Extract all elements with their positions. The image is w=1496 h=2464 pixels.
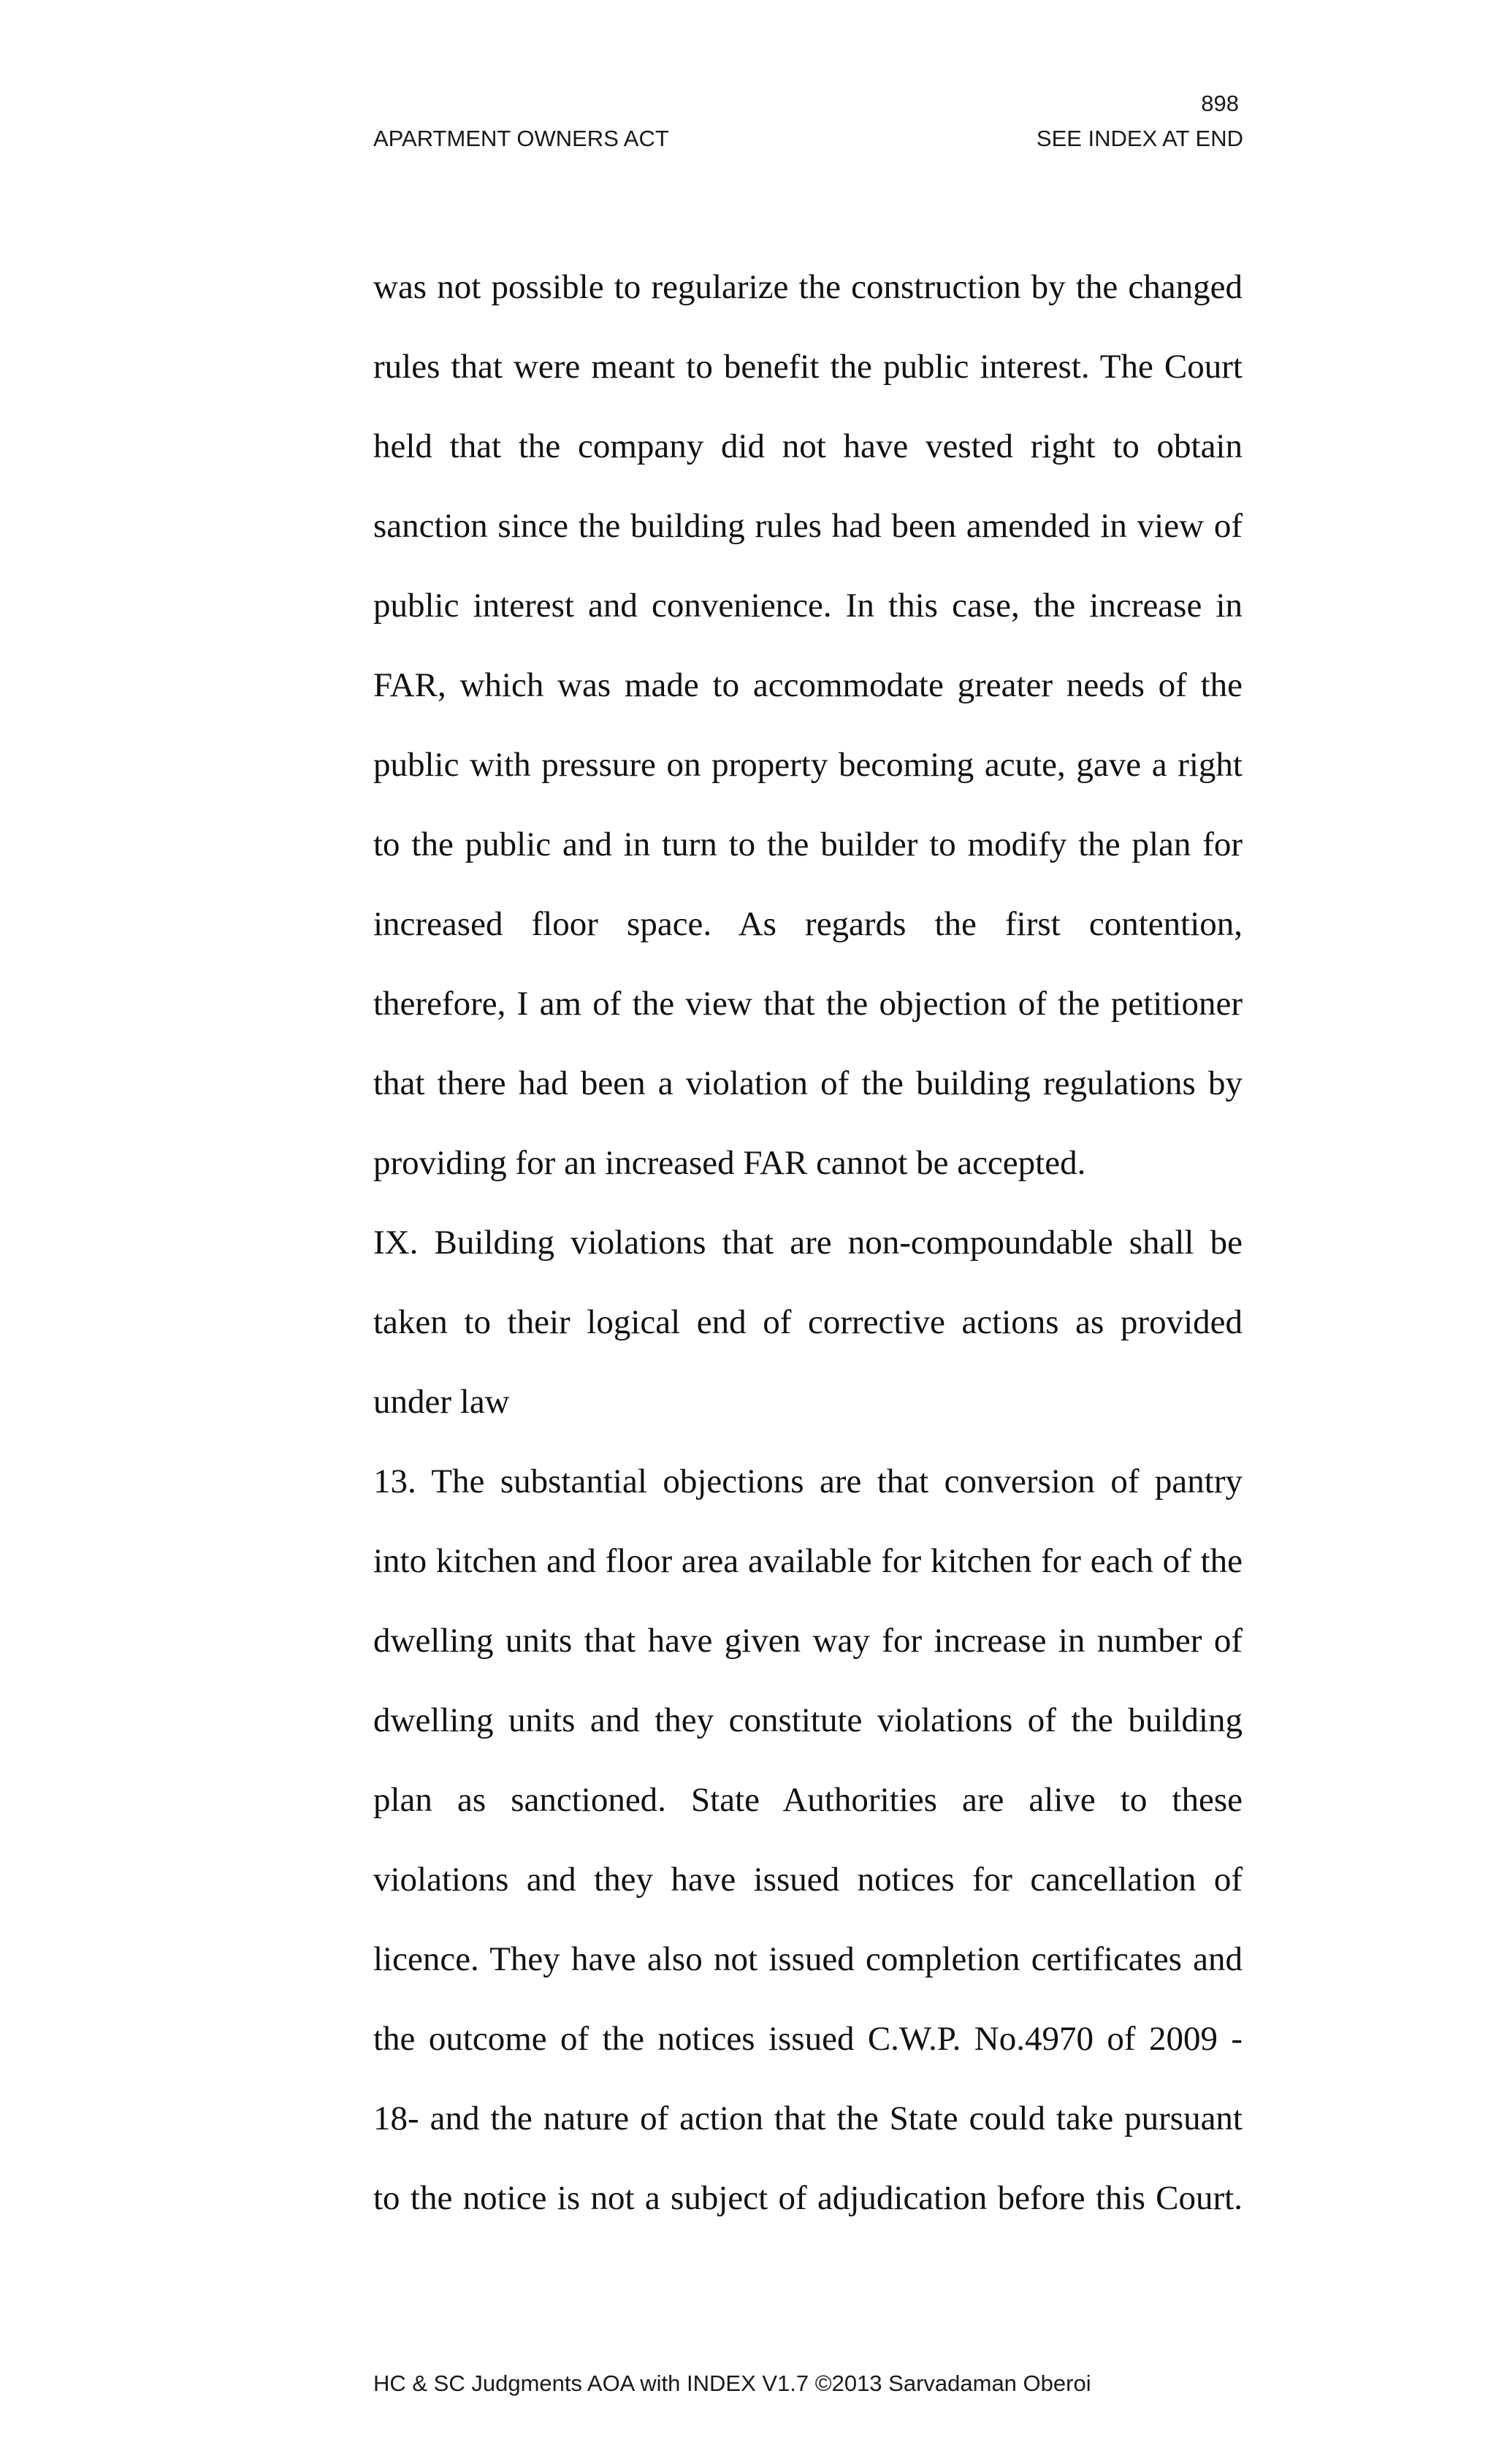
text-line: was not possible to regularize the construction by the changed bbox=[373, 268, 1243, 306]
text-line: to the notice is not a subject of adjudication before this Court. bbox=[373, 2179, 1243, 2217]
page-footer: HC & SC Judgments AOA with INDEX V1.7 ©2013 Sarvadaman Oberoi bbox=[373, 2370, 1091, 2396]
text-line: violations and they have issued notices for cancellation of bbox=[373, 1861, 1243, 1899]
text-line: 18- and the nature of action that the State could take pursuant bbox=[373, 2099, 1243, 2137]
body-text bbox=[373, 263, 1243, 2254]
running-header-left: APARTMENT OWNERS ACT bbox=[373, 126, 669, 151]
text-line: providing for an increased FAR cannot be accepted. bbox=[373, 1144, 1086, 1182]
text-line: therefore, I am of the view that the objection of the petitioner bbox=[373, 985, 1243, 1023]
section-heading-line: IX. Building violations that are non-compoundable shall be bbox=[373, 1224, 1243, 1262]
text-line: public interest and convenience. In this case, the increase in bbox=[373, 587, 1243, 625]
text-line: FAR, which was made to accommodate greater needs of the bbox=[373, 666, 1243, 704]
running-header-right: SEE INDEX AT END bbox=[1036, 126, 1243, 151]
text-line: licence. They have also not issued completion certificates and bbox=[373, 1940, 1243, 1978]
text-line: the outcome of the notices issued C.W.P. No.4970 of 2009 - bbox=[373, 2020, 1243, 2058]
text-line: rules that were meant to benefit the public interest. The Court bbox=[373, 348, 1243, 386]
text-line: to the public and in turn to the builder to modify the plan for bbox=[373, 825, 1243, 863]
text-line: into kitchen and floor area available for kitchen for each of the bbox=[373, 1542, 1243, 1580]
section-heading-line: taken to their logical end of corrective actions as provided bbox=[373, 1303, 1243, 1341]
text-line: dwelling units that have given way for increase in number of bbox=[373, 1622, 1243, 1660]
text-line: held that the company did not have vested right to obtain bbox=[373, 427, 1243, 465]
text-line: public with pressure on property becoming acute, gave a right bbox=[373, 746, 1243, 784]
text-line: plan as sanctioned. State Authorities are alive to these bbox=[373, 1781, 1243, 1819]
text-line: dwelling units and they constitute violations of the building bbox=[373, 1701, 1243, 1739]
text-line: increased floor space. As regards the first contention, bbox=[373, 905, 1243, 943]
page-number: 898 bbox=[1201, 91, 1239, 116]
text-line: 13. The substantial objections are that conversion of pantry bbox=[373, 1462, 1243, 1500]
section-heading-line: under law bbox=[373, 1383, 510, 1421]
text-line: sanction since the building rules had been amended in view of bbox=[373, 507, 1243, 545]
text-line: that there had been a violation of the building regulations by bbox=[373, 1064, 1243, 1102]
